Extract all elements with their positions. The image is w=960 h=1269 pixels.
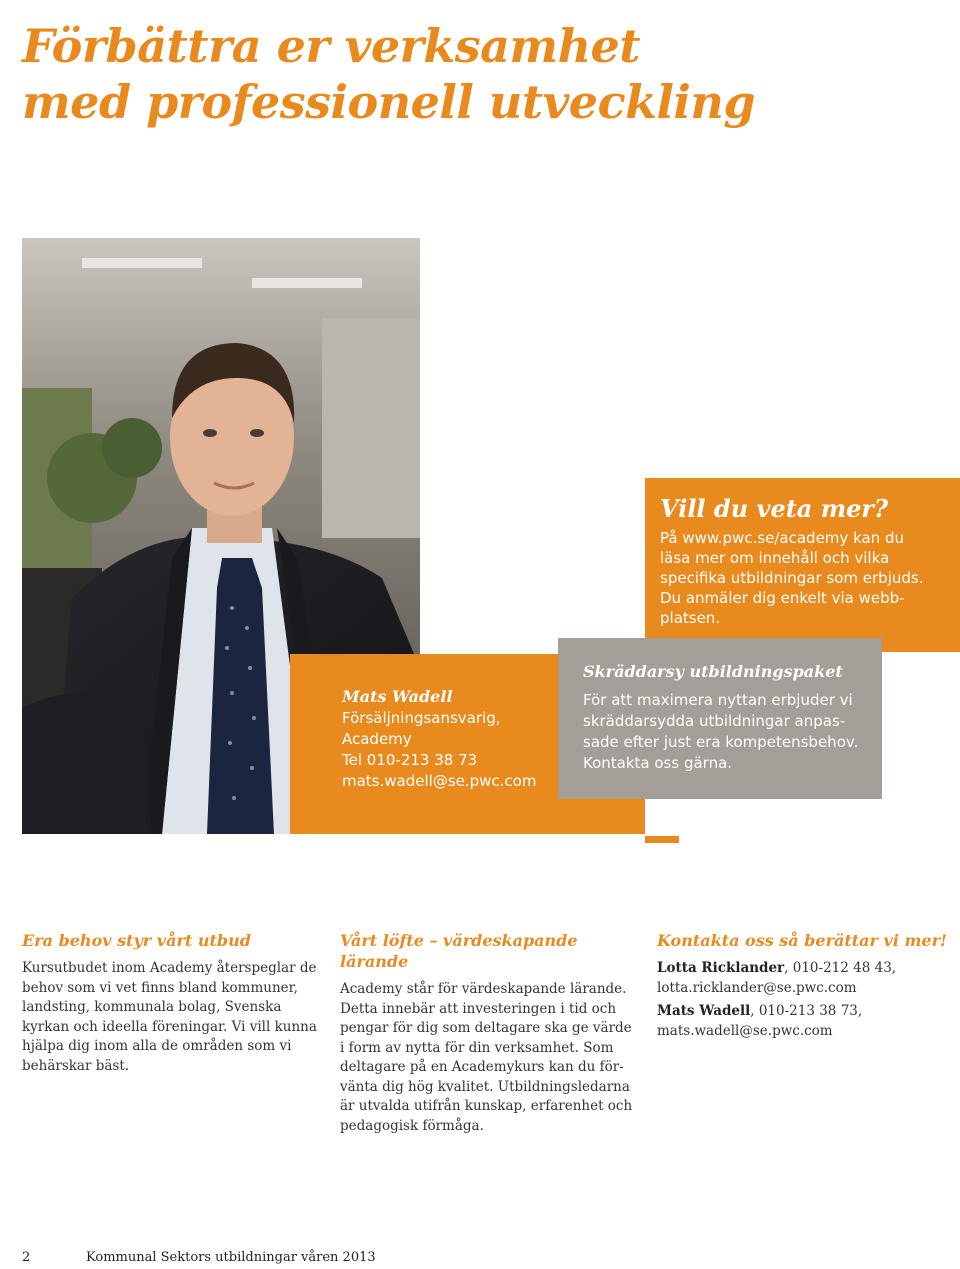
body-line: hjälpa dig inom alla de områden som vi	[22, 1038, 292, 1054]
contact-name: Mats Wadell	[342, 687, 453, 706]
body-line: pengar för dig som deltagare ska ge värde	[340, 1020, 632, 1036]
body-line: landsting, kommunala bolag, Svenska	[22, 999, 282, 1015]
more-info-line: läsa mer om innehåll och vilka	[660, 549, 890, 567]
body-line: är utvalda utifrån kunskap, erfarenhet och	[340, 1098, 633, 1114]
tailored-box	[558, 638, 882, 799]
contact-entry-phone: , 010-212 48 43,	[784, 960, 897, 976]
more-info-box	[645, 478, 960, 652]
column-needs	[22, 930, 322, 1076]
body-line: i form av nytta för din verksamhet. Som	[340, 1039, 614, 1056]
column-heading	[657, 930, 957, 951]
body-line: Academy står för värdeskapande lärande.	[340, 981, 627, 997]
page-title	[22, 18, 755, 130]
title-line-2: med professionell utveckling	[22, 75, 756, 129]
contact-entry-name: Lotta Ricklander	[657, 960, 785, 976]
contact-entry-email[interactable]: lotta.ricklander@se.pwc.com	[657, 979, 857, 996]
contact-entry-name: Mats Wadell	[657, 1003, 751, 1019]
body-line: Kursutbudet inom Academy återspeglar de	[22, 960, 317, 976]
column-body	[340, 980, 640, 1136]
tailored-text	[583, 690, 858, 774]
more-info-line: Du anmäler dig enkelt via webb-	[660, 589, 905, 607]
body-line: pedagogisk förmåga.	[340, 1117, 484, 1134]
more-info-text	[660, 528, 950, 628]
body-line: behov som vi vet finns bland kommuner,	[22, 979, 298, 996]
contact-phone: Tel 010-213 38 73	[342, 751, 478, 769]
column-promise	[340, 930, 640, 1136]
column-body	[22, 959, 322, 1076]
accent-bar	[645, 836, 679, 843]
column-heading	[22, 930, 322, 951]
body-line: deltagare på en Academykurs kan du för-	[340, 1059, 624, 1075]
more-info-line: platsen.	[660, 609, 721, 627]
column-contact	[657, 930, 957, 1045]
contact-entry-email[interactable]: mats.wadell@se.pwc.com	[657, 1022, 833, 1039]
tailored-line: sade efter just era kompetensbehov.	[583, 733, 859, 751]
publication-title: Kommunal Sektors utbildningar våren 2013	[86, 1250, 376, 1265]
contact-role-2: Academy	[342, 730, 412, 748]
column-heading-text: Vårt löfte – värdeskapande	[340, 931, 578, 950]
contact-entry-phone: , 010-213 38 73,	[750, 1003, 863, 1019]
body-line: Detta innebär att investeringen i tid och	[340, 1000, 617, 1017]
body-line: behärskar bäst.	[22, 1057, 130, 1074]
contact-entry	[657, 1002, 957, 1041]
column-heading	[340, 930, 640, 972]
contact-email[interactable]: mats.wadell@se.pwc.com	[342, 772, 537, 790]
contact-role: Försäljningsansvarig,	[342, 709, 501, 727]
page-number: 2	[22, 1250, 31, 1265]
tailored-line: Kontakta oss gärna.	[583, 754, 733, 772]
column-heading-text: Kontakta oss så berättar vi mer!	[657, 931, 948, 950]
tailored-line: För att maximera nyttan erbjuder vi	[583, 691, 853, 709]
more-info-line: specifika utbildningar som erbjuds.	[660, 569, 924, 587]
column-heading-text: Era behov styr vårt utbud	[22, 931, 251, 950]
contact-entry	[657, 959, 957, 998]
more-info-line: På www.pwc.se/academy kan du	[660, 529, 904, 547]
body-line: vänta dig hög kvalitet. Utbildningsledarna	[340, 1078, 630, 1095]
more-info-heading: Vill du veta mer?	[660, 494, 889, 523]
body-line: kyrkan och ideella föreningar. Vi vill kunna	[22, 1018, 317, 1035]
column-heading-text: lärande	[340, 952, 409, 971]
title-line-1: Förbättra er verksamhet	[22, 19, 641, 73]
page-footer	[22, 1250, 376, 1265]
tailored-line: skräddarsydda utbildningar anpas-	[583, 712, 846, 730]
tailored-heading: Skräddarsy utbildningspaket	[583, 662, 843, 681]
